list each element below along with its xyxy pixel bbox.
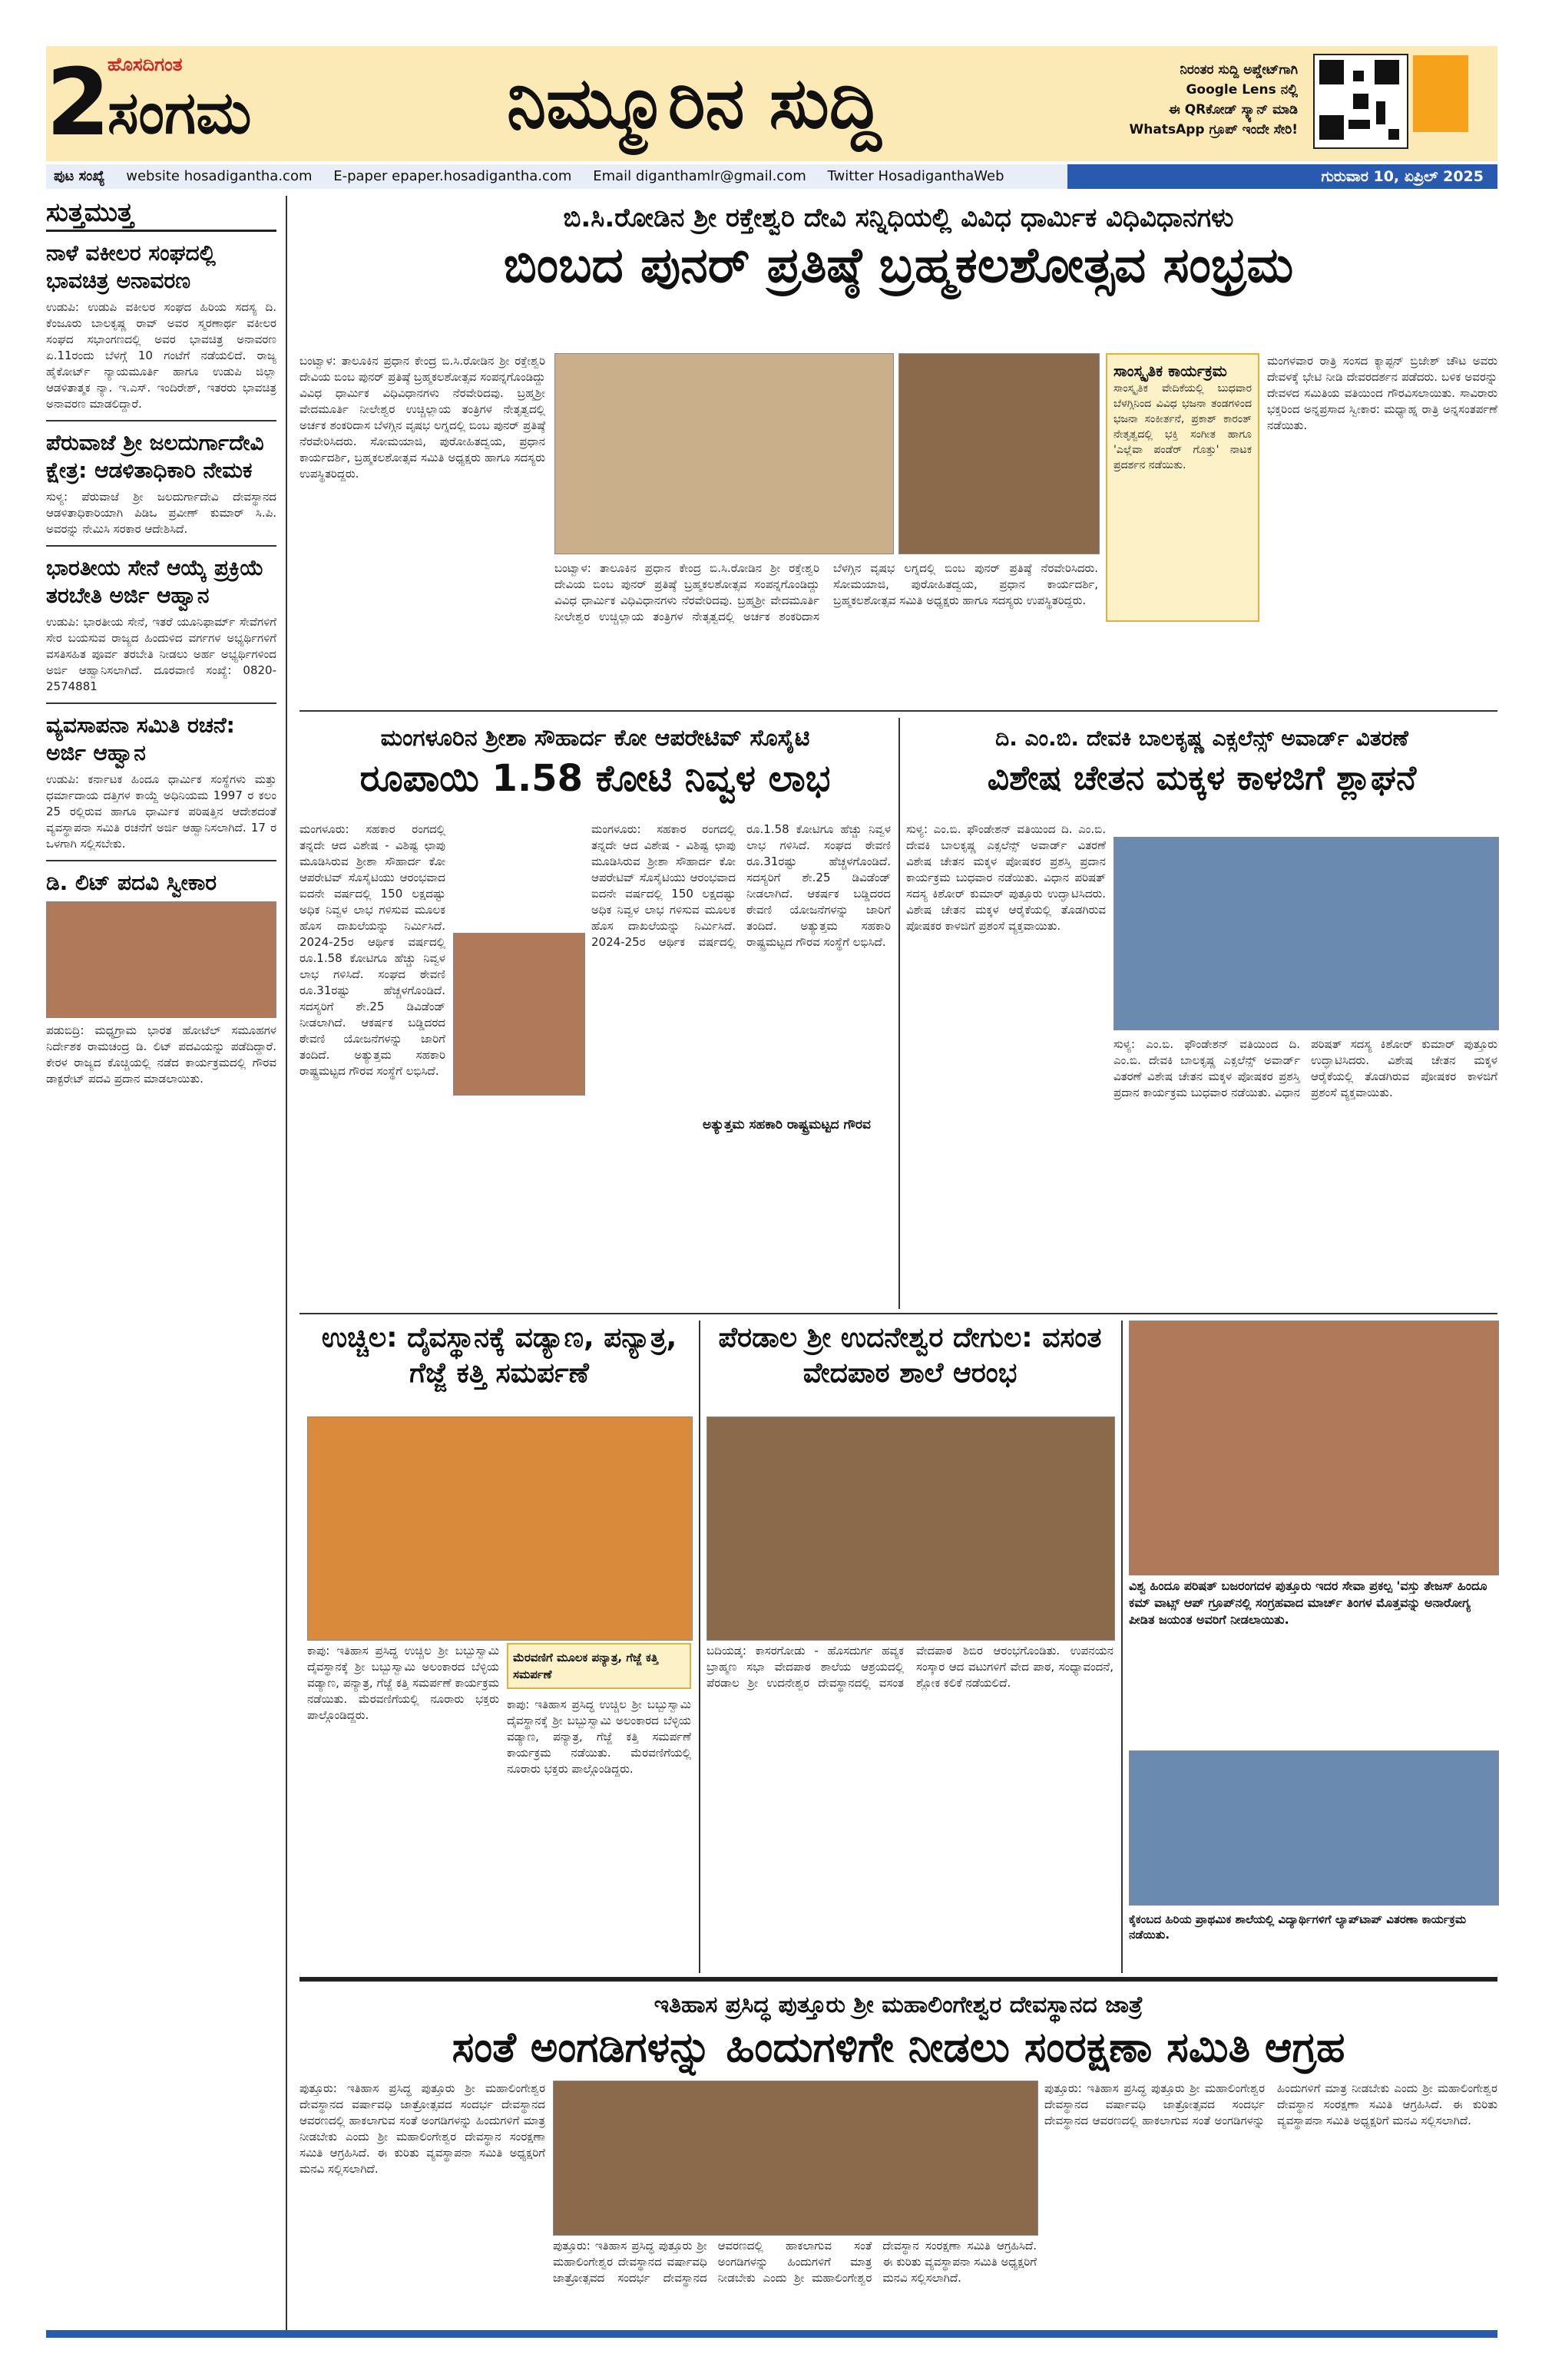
portrait-photo	[453, 933, 585, 1096]
story-5-body: ಬದಿಯಡ್ಕ: ಕಾಸರಗೋಡು - ಹೊಸದುರ್ಗ ಹವ್ಯಕ ಬ್ರಾಹ್ಮಣ ಸಭಾ ವೇದಪಾಠ ಶಾಲೆಯ ಆಶ್ರಯದಲ್ಲಿ ಪೆರಡಾಲ ಶ್ರೀ ಉದನೇಶ್ವರ ದೇವಸ್ಥಾನದಲ್ಲಿ ವಸಂತ ವೇದಪಾಠ ಶಿಬಿರ ಆರಂಭಗೊಂಡಿತು. ಉಪನಯನ ಸಂಸ್ಕಾರ ಆದ ವಟುಗಳಿಗೆ ವೇದ ಪಾಠ, ಸಂಧ್ಯಾವಂದನೆ, ಶ್ಲೋಕ ಕಲಿಕೆ ನಡೆಯಲಿದೆ.	[706, 1644, 1113, 1690]
qr-code-icon[interactable]	[1313, 54, 1408, 149]
footer-bar	[46, 2330, 1497, 2338]
story-2-body: ಮಂಗಳೂರು: ಸಹಕಾರ ರಂಗದಲ್ಲಿ ತನ್ನದೇ ಆದ ವಿಶೇಷ - ವಿಶಿಷ್ಟ ಛಾಪು ಮೂಡಿಸಿರುವ ಶ್ರೀಶಾ ಸೌಹಾರ್ದ ಕೋ ಆಪರೇಟಿವ್ ಸೊಸೈಟಿಯು ಆರಂಭವಾದ ಐದನೇ ವರ್ಷದಲ್ಲಿ 150 ಲಕ್ಷದಷ್ಟು ಅಧಿಕ ನಿವ್ವಳ ಲಾಭ ಗಳಿಸುವ ಮೂಲಕ ಹೊಸ ದಾಖಲೆಯನ್ನು ನಿರ್ಮಿಸಿದೆ. 2024-25ರ ಆರ್ಥಿಕ ವರ್ಷದಲ್ಲಿ ರೂ.1.58 ಕೋಟಿಗೂ ಹೆಚ್ಚು ನಿವ್ವಳ ಲಾಭ ಗಳಿಸಿದೆ. ಸಂಘದ ಠೇವಣಿ ರೂ.31ರಷ್ಟು ಹೆಚ್ಚಳಗೊಂಡಿದೆ. ಸದಸ್ಯರಿಗೆ ಶೇ.25 ಡಿವಿಡೆಂಡ್ ನೀಡಲಾಗಿದೆ. ಆಕರ್ಷಕ ಬಡ್ಡಿದರದ ಠೇವಣಿ ಯೋಜನೆಗಳನ್ನು ಜಾರಿಗೆ ತಂದಿದೆ. ಅತ್ಯುತ್ತಮ ಸಹಕಾರಿ ರಾಷ್ಟ್ರಮಟ್ಟದ ಗೌರವ ಸಂಸ್ಥೆಗೆ ಲಭಿಸಿದೆ.	[299, 822, 445, 1078]
left-item-body: ಉಡುಪಿ: ಕರ್ನಾಟಕ ಹಿಂದೂ ಧಾರ್ಮಿಕ ಸಂಸ್ಥೆಗಳು ಮತ್ತು ಧರ್ಮಾದಾಯ ದತ್ತಿಗಳ ಕಾಯ್ದೆ ಅಧಿನಿಯಮ 1997 ರ ಕಲಂ 25 ರಲ್ಲಿರುವ ಹಾಗೂ ಧಾರ್ಮಿಕ ಪರಿಷತ್ತಿನ ಆದೇಶದಂತೆ ವ್ಯವಸ್ಥಾಪನಾ ಸಮಿತಿ ರಚನೆಗೆ ಅರ್ಜಿ ಆಹ್ವಾನಿಸಲಾಗಿದೆ. 17 ರ ಒಳಗಾಗಿ ಸಲ್ಲಿಸಬೇಕು.	[46, 772, 276, 851]
left-item-body: ಉಡುಪಿ: ಉಡುಪಿ ವಕೀಲರ ಸಂಘದ ಹಿರಿಯ ಸದಸ್ಯ ದಿ. ಕೆಂಜೂರು ಬಾಲಕೃಷ್ಣ ರಾವ್ ಅವರ ಸ್ಮರಣಾರ್ಥ ವಕೀಲರ ಸಂಘದ ಸಭಾಂಗಣದಲ್ಲಿ ಅವರ ಭಾವಚಿತ್ರ ಅನಾವರಣ ಏ.11ರಂದು ಬೆಳಗ್ಗೆ 10 ಗಂಟೆಗೆ ನಡೆಯಲಿದೆ. ರಾಜ್ಯ ಹೈಕೋರ್ಟ್ ನ್ಯಾಯಮೂರ್ತಿ ಹಾಗೂ ಉಡುಪಿ ಜಿಲ್ಲಾ ಆಡಳಿತಾತ್ಮಕ ನ್ಯಾ. ಇ.ಎಸ್. ಇಂದಿರೇಶ್, ಇತರರು ಭಾವಚಿತ್ರ ಅನಾವರಣ ಮಾಡಲಿದ್ದಾರೆ.	[46, 300, 276, 411]
left-column	[46, 196, 276, 1087]
procession-photo	[307, 1416, 693, 1641]
epaper-link[interactable]: E-paper epaper.hosadigantha.com	[333, 168, 572, 184]
story-1-body-side: ಮಂಗಳವಾರ ರಾತ್ರಿ ಸಂಸದ ಕ್ಯಾಪ್ಟನ್ ಬ್ರಿಜೇಶ್ ಚೌಟ ಅವರು ದೇವಳಕ್ಕೆ ಭೇಟಿ ನೀಡಿ ದೇವರದರ್ಶನ ಪಡೆದರು. ಬಳಿಕ ಅವರನ್ನು ದೇವಳದ ಸಮಿತಿಯ ವತಿಯಿಂದ ಗೌರವಿಸಲಾಯಿತು. ಸಾವಿರಾರು ಭಕ್ತರಿಂದ ಅನ್ನಪ್ರಸಾದ ಸ್ವೀಕಾರ: ಮಧ್ಯಾಹ್ನ ರಾತ್ರಿ ಅನ್ನಸಂತರ್ಪಣೆ ನಡೆಯಿತು.	[1267, 354, 1497, 432]
section-divider	[299, 710, 1497, 712]
priest-photo	[898, 353, 1100, 554]
story-7-body: ಪುತ್ತೂರು: ಇತಿಹಾಸ ಪ್ರಸಿದ್ಧ ಪುತ್ತೂರು ಶ್ರೀ ಮಹಾಲಿಂಗೇಶ್ವರ ದೇವಸ್ಥಾನದ ವರ್ಷಾವಧಿ ಜಾತ್ರೋತ್ಸವದ ಸಂದರ್ಭ ದೇವಸ್ಥಾನದ ಆವರಣದಲ್ಲಿ ಹಾಕಲಾಗುವ ಸಂತೆ ಅಂಗಡಿಗಳನ್ನು ಹಿಂದುಗಳಿಗೆ ಮಾತ್ರ ನೀಡಬೇಕು ಎಂದು ಶ್ರೀ ಮಹಾಲಿಂಗೇಶ್ವರ ದೇವಸ್ಥಾನ ಸಂರಕ್ಷಣಾ ಸಮಿತಿ ಆಗ್ರಹಿಸಿದೆ. ಈ ಕುರಿತು ವ್ಯವಸ್ಥಾಪನಾ ಸಮಿತಿ ಅಧ್ಯಕ್ಷರಿಗೆ ಮನವಿ ಸಲ್ಲಿಸಲಾಗಿದೆ.	[299, 2081, 545, 2176]
story-3-headline: ವಿಶೇಷ ಚೇತನ ಮಕ್ಕಳ ಕಾಳಜಿಗೆ ಶ್ಲಾಘನೆ	[987, 759, 1417, 798]
promo-line: ಈ QRಕೋಡ್ ಸ್ಕ್ಯಾನ್ ಮಾಡಿ	[1169, 102, 1298, 117]
column-divider	[898, 718, 900, 1309]
website-link[interactable]: website hosadigantha.com	[126, 168, 313, 184]
story-1-body: ಬಂಟ್ವಾಳ: ತಾಲೂಕಿನ ಪ್ರಧಾನ ಕೇಂದ್ರ ಬಿ.ಸಿ.ರೋಡಿನ ಶ್ರೀ ರಕ್ತೇಶ್ವರಿ ದೇವಿಯ ಬಿಂಬ ಪುನರ್ ಪ್ರತಿಷ್ಠೆ ಬ್ರಹ್ಮಕಲಶೋತ್ಸವ ಸಂಪನ್ನಗೊಂಡಿದ್ದು ವಿವಿಧ ಧಾರ್ಮಿಕ ವಿಧಿವಿಧಾನಗಳು ನೆರವೇರಿದವು. ಬ್ರಹ್ಮಶ್ರೀ ವೇದಮೂರ್ತಿ ನೀಲೇಶ್ವರ ಉಚ್ಚಿಲ್ಲಾಯ ತಂತ್ರಿಗಳ ನೇತೃತ್ವದಲ್ಲಿ ಅರ್ಚಕ ಶಂಕರಿದಾಸ ಬೆಳಗ್ಗಿನ ವೃಷಭ ಲಗ್ನದಲ್ಲಿ ಬಿಂಬ ಪುನರ್ ಪ್ರತಿಷ್ಠೆ ನೆರವೇರಿಸಿದರು. ಸೋಮಯಾಜಿ, ಪುರೋಹಿತದ್ವಯ, ಪ್ರಧಾನ ಕಾರ್ಯದರ್ಶಿ, ಬ್ರಹ್ಮಕಲಶೋತ್ಸವ ಸಮಿತಿ ಅಧ್ಯಕ್ಷರು ಹಾಗೂ ಸದಸ್ಯರು ಉಪಸ್ಥಿತರಿದ್ದರು.	[299, 354, 545, 481]
story-7-body-continued: ಪುತ್ತೂರು: ಇತಿಹಾಸ ಪ್ರಸಿದ್ಧ ಪುತ್ತೂರು ಶ್ರೀ ಮಹಾಲಿಂಗೇಶ್ವರ ದೇವಸ್ಥಾನದ ವರ್ಷಾವಧಿ ಜಾತ್ರೋತ್ಸವದ ಸಂದರ್ಭ ದೇವಸ್ಥಾನದ ಆವರಣದಲ್ಲಿ ಹಾಕಲಾಗುವ ಸಂತೆ ಅಂಗಡಿಗಳನ್ನು ಹಿಂದುಗಳಿಗೆ ಮಾತ್ರ ನೀಡಬೇಕು ಎಂದು ಶ್ರೀ ಮಹಾಲಿಂಗೇಶ್ವರ ದೇವಸ್ಥಾನ ಸಂರಕ್ಷಣಾ ಸಮಿತಿ ಆಗ್ರಹಿಸಿದೆ. ಈ ಕುರಿತು ವ್ಯವಸ್ಥಾಪನಾ ಸಮಿತಿ ಅಧ್ಯಕ್ಷರಿಗೆ ಮನವಿ ಸಲ್ಲಿಸಲಾಗಿದೆ.	[553, 2239, 1037, 2285]
story-4-body: ಕಾಪು: ಇತಿಹಾಸ ಪ್ರಸಿದ್ಧ ಉಚ್ಚಿಲ ಶ್ರೀ ಬಬ್ಬುಸ್ವಾಮಿ ದೈವಸ್ಥಾನಕ್ಕೆ ಶ್ರೀ ಬಬ್ಬುಸ್ವಾಮಿ ಅಲಂಕಾರದ ಬೆಳ್ಳಿಯ ವಡ್ಯಾಣ, ಪನ್ಯಾತ್ರ, ಗೆಜ್ಜೆ ಕತ್ತಿ ಸಮರ್ಪಣೆ ಕಾರ್ಯಕ್ರಮ ನಡೆಯಿತು. ಮೆರವಣಿಗೆಯಲ್ಲಿ ನೂರಾರು ಭಕ್ತರು ಪಾಲ್ಗೊಂಡಿದ್ದರು.	[307, 1644, 499, 1722]
story-3-body-continued: ಸುಳ್ಯ: ಎಂ.ಬಿ. ಫೌಂಡೇಶನ್ ವತಿಯಿಂದ ದಿ. ಎಂ.ಬಿ. ದೇವಕಿ ಬಾಲಕೃಷ್ಣ ಎಕ್ಸಲೆನ್ಸ್ ಅವಾರ್ಡ್ ವಿತರಣೆ ವಿಶೇಷ ಚೇತನ ಮಕ್ಕಳ ಪೋಷಕರ ಪ್ರಶಸ್ತಿ ಪ್ರದಾನ ಕಾರ್ಯಕ್ರಮ ಬುಧವಾರ ನಡೆಯಿತು. ವಿಧಾನ ಪರಿಷತ್ ಸದಸ್ಯ ಕಿಶೋರ್ ಕುಮಾರ್ ಪುತ್ತೂರು ಉದ್ಘಾಟಿಸಿದರು. ವಿಶೇಷ ಚೇತನ ಮಕ್ಕಳ ಆರೈಕೆಯಲ್ಲಿ ತೊಡಗಿರುವ ಪೋಷಕರ ಕಾಳಜಿಗೆ ಪ್ರಶಂಸೆ ವ್ಯಕ್ತವಾಯಿತು.	[1113, 1037, 1497, 1099]
page-number: 2	[46, 50, 111, 157]
ritual-photo	[554, 353, 894, 554]
cultural-box-title: ಸಾಂಸ್ಕೃತಿಕ ಕಾರ್ಯಕ್ರಮ	[1113, 362, 1227, 380]
story-3-kicker: ದಿ. ಎಂ.ಬಿ. ದೇವಕಿ ಬಾಲಕೃಷ್ಣ ಎಕ್ಸಲೆನ್ಸ್ ಅವಾರ್ಡ್ ವಿತರಣೆ	[995, 726, 1408, 751]
story-7-kicker: ಇತಿಹಾಸ ಪ್ರಸಿದ್ಧ ಪುತ್ತೂರು ಶ್ರೀ ಮಹಾಲಿಂಗೇಶ್ವರ ದೇವಸ್ಥಾನದ ಜಾತ್ರೆ	[654, 1992, 1143, 2018]
section-divider	[299, 1313, 1497, 1314]
left-column-header: ಸುತ್ತಮುತ್ತ	[46, 196, 276, 232]
story-1-body-continued: ಬಂಟ್ವಾಳ: ತಾಲೂಕಿನ ಪ್ರಧಾನ ಕೇಂದ್ರ ಬಿ.ಸಿ.ರೋಡಿನ ಶ್ರೀ ರಕ್ತೇಶ್ವರಿ ದೇವಿಯ ಬಿಂಬ ಪುನರ್ ಪ್ರತಿಷ್ಠೆ ಬ್ರಹ್ಮಕಲಶೋತ್ಸವ ಸಂಪನ್ನಗೊಂಡಿದ್ದು ವಿವಿಧ ಧಾರ್ಮಿಕ ವಿಧಿವಿಧಾನಗಳು ನೆರವೇರಿದವು. ಬ್ರಹ್ಮಶ್ರೀ ವೇದಮೂರ್ತಿ ನೀಲೇಶ್ವರ ಉಚ್ಚಿಲ್ಲಾಯ ತಂತ್ರಿಗಳ ನೇತೃತ್ವದಲ್ಲಿ ಅರ್ಚಕ ಶಂಕರಿದಾಸ ಬೆಳಗ್ಗಿನ ವೃಷಭ ಲಗ್ನದಲ್ಲಿ ಬಿಂಬ ಪುನರ್ ಪ್ರತಿಷ್ಠೆ ನೆರವೇರಿಸಿದರು. ಸೋಮಯಾಜಿ, ಪುರೋಹಿತದ್ವಯ, ಪ್ರಧಾನ ಕಾರ್ಯದರ್ಶಿ, ಬ್ರಹ್ಮಕಲಶೋತ್ಸವ ಸಮಿತಿ ಅಧ್ಯಕ್ಷರು ಹಾಗೂ ಸದಸ್ಯರು ಉಪಸ್ಥಿತರಿದ್ದರು.	[554, 561, 1098, 623]
promo-line: Google Lens ನಲ್ಲಿ	[1186, 82, 1298, 98]
left-item-title: ನಾಳೆ ವಕೀಲರ ಸಂಘದಲ್ಲಿ ಭಾವಚಿತ್ರ ಅನಾವರಣ	[46, 240, 216, 293]
story-3-body: ಸುಳ್ಯ: ಎಂ.ಬಿ. ಫೌಂಡೇಶನ್ ವತಿಯಿಂದ ದಿ. ಎಂ.ಬಿ. ದೇವಕಿ ಬಾಲಕೃಷ್ಣ ಎಕ್ಸಲೆನ್ಸ್ ಅವಾರ್ಡ್ ವಿತರಣೆ ವಿಶೇಷ ಚೇತನ ಮಕ್ಕಳ ಪೋಷಕರ ಪ್ರಶಸ್ತಿ ಪ್ರದಾನ ಕಾರ್ಯಕ್ರಮ ಬುಧವಾರ ನಡೆಯಿತು. ವಿಧಾನ ಪರಿಷತ್ ಸದಸ್ಯ ಕಿಶೋರ್ ಕುಮಾರ್ ಪುತ್ತೂರು ಉದ್ಘಾಟಿಸಿದರು. ವಿಶೇಷ ಚೇತನ ಮಕ್ಕಳ ಆರೈಕೆಯಲ್ಲಿ ತೊಡಗಿರುವ ಪೋಷಕರ ಕಾಳಜಿಗೆ ಪ್ರಶಂಸೆ ವ್ಯಕ್ತವಾಯಿತು.	[906, 822, 1106, 933]
award-photo	[46, 901, 276, 1018]
story-4-body-continued: ಕಾಪು: ಇತಿಹಾಸ ಪ್ರಸಿದ್ಧ ಉಚ್ಚಿಲ ಶ್ರೀ ಬಬ್ಬುಸ್ವಾಮಿ ದೈವಸ್ಥಾನಕ್ಕೆ ಶ್ರೀ ಬಬ್ಬುಸ್ವಾಮಿ ಅಲಂಕಾರದ ಬೆಳ್ಳಿಯ ವಡ್ಯಾಣ, ಪನ್ಯಾತ್ರ, ಗೆಜ್ಜೆ ಕತ್ತಿ ಸಮರ್ಪಣೆ ಕಾರ್ಯಕ್ರಮ ನಡೆಯಿತು. ಮೆರವಣಿಗೆಯಲ್ಲಿ ನೂರಾರು ಭಕ್ತರು ಪಾಲ್ಗೊಂಡಿದ್ದರು.	[507, 1697, 691, 1776]
left-item-body: ಸುಳ್ಯ: ಪೆರುವಾಜೆ ಶ್ರೀ ಜಲದುರ್ಗಾದೇವಿ ದೇವಸ್ಥಾನದ ಆಡಳಿತಾಧಿಕಾರಿಯಾಗಿ ಪಿಡಿಒ ಪ್ರವೀಣ್ ಕುಮಾರ್ ಸಿ.ಪಿ. ಅವರನ್ನು ನೇಮಿಸಿ ಸರಕಾರ ಆದೇಶಿಸಿದೆ.	[46, 490, 276, 536]
twitter-link[interactable]: Twitter HosadiganthaWeb	[827, 168, 1004, 184]
story-1-kicker: ಬಿ.ಸಿ.ರೋಡಿನ ಶ್ರೀ ರಕ್ತೇಶ್ವರಿ ದೇವಿ ಸನ್ನಿಧಿಯಲ್ಲಿ ವಿವಿಧ ಧಾರ್ಮಿಕ ವಿಧಿವಿಧಾನಗಳು	[563, 203, 1234, 233]
story-4-headline: ಉಚ್ಚಿಲ: ದೈವಸ್ಥಾನಕ್ಕೆ ವಡ್ಯಾಣ, ಪನ್ಯಾತ್ರ, ಗೆಜ್ಜೆ ಕತ್ತಿ ಸಮರ್ಪಣೆ	[321, 1322, 677, 1389]
laptop-event-photo	[1129, 1750, 1499, 1906]
brand-name-small: ಹೊಸದಿಗಂತ	[108, 54, 183, 75]
story-3	[906, 722, 1497, 802]
story-4-box: ಮೆರವಣಿಗೆ ಮೂಲಕ ಪನ್ಯಾತ್ರ, ಗೆಜ್ಜೆ ಕತ್ತಿ ಸಮರ್ಪಣೆ	[507, 1643, 691, 1689]
left-item-title: ಭಾರತೀಯ ಸೇನೆ ಆಯ್ಕೆ ಪ್ರಕ್ರಿಯೆ ತರಬೇತಿ ಅರ್ಜಿ ಆಹ್ವಾನ	[46, 555, 264, 608]
donation-caption: ವಿಶ್ವ ಹಿಂದೂ ಪರಿಷತ್ ಬಜರಂಗದಳ ಪುತ್ತೂರು ಇದರ ಸೇವಾ ಪ್ರಕಲ್ಪ 'ವಸ್ತು ತೇಜಸ್ ಹಿಂದೂ ಕಮ್ ವಾಟ್ಸ್ ಆಪ್ ಗ್ರೂಪ್‌ನಲ್ಲಿ ಸಂಗ್ರಹವಾದ ಮಾರ್ಚ್ ತಿಂಗಳ ಮೊತ್ತವನ್ನು ಅನಾರೋಗ್ಯ ಪೀಡಿತ ಜಯಂತ ಅವರಿಗೆ ನೀಡಲಾಯಿತು.	[1129, 1578, 1487, 1627]
email-link[interactable]: Email diganthamlr@gmail.com	[593, 168, 806, 184]
memorandum-photo	[553, 2081, 1038, 2236]
column-divider	[1121, 1321, 1123, 1973]
section-title: ನಿಮ್ಮೂರಿನ ಸುದ್ದಿ	[507, 62, 882, 144]
story-2-headline: ರೂಪಾಯಿ 1.58 ಕೋಟಿ ನಿವ್ವಳ ಲಾಭ	[359, 757, 831, 800]
story-1	[299, 201, 1497, 296]
pages-label: ಪುಟ ಸಂಖ್ಯೆ	[54, 168, 105, 184]
left-item-title: ಪೆರುವಾಜೆ ಶ್ರೀ ಜಲದುರ್ಗಾದೇವಿ ಕ್ಷೇತ್ರ: ಆಡಳಿತಾಧಿಕಾರಿ ನೇಮಕ	[46, 430, 264, 483]
cultural-box	[1106, 353, 1259, 622]
donation-photo	[1129, 1321, 1499, 1575]
cultural-box-body: ಸಾಂಸ್ಕೃತಿಕ ವೇದಿಕೆಯಲ್ಲಿ ಬುಧವಾರ ಬೆಳಗ್ಗಿನಿಂದ ವಿವಿಧ ಭಜನಾ ತಂಡಗಳಿಂದ ಭಜನಾ ಸಂಕೀರ್ತನೆ, ಪ್ರಕಾಶ್ ಕಾರಂತ್ ನೇತೃತ್ವದಲ್ಲಿ ಭಕ್ತಿ ಸಂಗೀತ ಹಾಗೂ 'ಎಲ್ಲೆವಾ ಪಂಡೆರ್ ಗೊತ್ತು' ನಾಟಕ ಪ್ರದರ್ಶನ ನಡೆಯಿತು.	[1113, 382, 1252, 471]
veda-school-photo	[706, 1416, 1115, 1641]
left-item-title: ಡಿ. ಲಿಟ್ ಪದವಿ ಸ್ವೀಕಾರ	[46, 870, 217, 895]
story-2-kicker: ಮಂಗಳೂರಿನ ಶ್ರೀಶಾ ಸೌಹಾರ್ದ ಕೋ ಆಪರೇಟಿವ್ ಸೊಸೈಟಿ	[380, 725, 810, 752]
promo-line: ನಿರಂತರ ಸುದ್ದಿ ಅಪ್ಡೇಟ್‌ಗಾಗಿ	[1180, 62, 1298, 78]
story-7	[299, 1988, 1497, 2073]
story-7-body-side: ಪುತ್ತೂರು: ಇತಿಹಾಸ ಪ್ರಸಿದ್ಧ ಪುತ್ತೂರು ಶ್ರೀ ಮಹಾಲಿಂಗೇಶ್ವರ ದೇವಸ್ಥಾನದ ವರ್ಷಾವಧಿ ಜಾತ್ರೋತ್ಸವದ ಸಂದರ್ಭ ದೇವಸ್ಥಾನದ ಆವರಣದಲ್ಲಿ ಹಾಕಲಾಗುವ ಸಂತೆ ಅಂಗಡಿಗಳನ್ನು ಹಿಂದುಗಳಿಗೆ ಮಾತ್ರ ನೀಡಬೇಕು ಎಂದು ಶ್ರೀ ಮಹಾಲಿಂಗೇಶ್ವರ ದೇವಸ್ಥಾನ ಸಂರಕ್ಷಣಾ ಸಮಿತಿ ಆಗ್ರಹಿಸಿದೆ. ಈ ಕುರಿತು ವ್ಯವಸ್ಥಾಪನಾ ಸಮಿತಿ ಅಧ್ಯಕ್ಷರಿಗೆ ಮನವಿ ಸಲ್ಲಿಸಲಾಗಿದೆ.	[1044, 2081, 1497, 2127]
whatsapp-promo	[1106, 60, 1298, 140]
award-ceremony-photo	[1113, 837, 1499, 1030]
issue-date: ಗುರುವಾರ 10, ಏಪ್ರಿಲ್ 2025	[1067, 164, 1497, 189]
decorative-block	[1413, 55, 1468, 132]
story-5-headline: ಪೆರಡಾಲ ಶ್ರೀ ಉದನೇಶ್ವರ ದೇಗುಲ: ವಸಂತ ವೇದಪಾಠ ಶಾಲೆ ಆರಂಭ	[718, 1322, 1102, 1389]
laptop-event-caption: ಕೈಕಂಬದ ಹಿರಿಯ ಪ್ರಾಥಮಿಕ ಶಾಲೆಯಲ್ಲಿ ವಿದ್ಯಾರ್ಥಿಗಳಿಗೆ ಲ್ಯಾಪ್‌ಟಾಪ್ ವಿತರಣಾ ಕಾರ್ಯಕ್ರಮ ನಡೆಯಿತು.	[1129, 1912, 1467, 1942]
section-divider	[299, 1977, 1497, 1982]
left-item-body: ಪಡುಬಿದ್ರಿ: ಮಧ್ಯಗ್ರಾಮ ಭಾರತ ಹೋಟೆಲ್ ಸಮೂಹಗಳ ನಿರ್ದೇಶಕ ರಾಮಚಂದ್ರ ಡಿ. ಲಿಟ್ ಪದವಿಯನ್ನು ಪಡೆದಿದ್ದಾರೆ. ಕೇರಳ ರಾಜ್ಯದ ಕೊಚ್ಚಿಯಲ್ಲಿ ನಡೆದ ಕಾರ್ಯಕ್ರಮದಲ್ಲಿ ಗೌರವ ಡಾಕ್ಟರೇಟ್ ಪದವಿ ಪ್ರದಾನ ಮಾಡಲಾಯಿತು.	[46, 1023, 276, 1086]
story-7-headline: ಸಂತೆ ಅಂಗಡಿಗಳನ್ನು ಹಿಂದುಗಳಿಗೇ ನೀಡಲು ಸಂರಕ್ಷಣಾ ಸಮಿತಿ ಆಗ್ರಹ	[452, 2023, 1345, 2071]
left-item-title: ವ್ಯವಸಾಪನಾ ಸಮಿತಿ ರಚನೆ: ಅರ್ಜಿ ಆಹ್ವಾನ	[46, 712, 235, 765]
promo-line: WhatsApp ಗ್ರೂಪ್ ಇಂದೇ ಸೇರಿ!	[1129, 122, 1298, 137]
left-item-body: ಉಡುಪಿ: ಭಾರತೀಯ ಸೇನೆ, ಇತರೆ ಯೂನಿಫಾರ್ಮ್ ಸೇವೆಗಳಿಗೆ ಸೇರ ಬಯಸುವ ರಾಜ್ಯದ ಹಿಂದುಳಿದ ವರ್ಗಗಳ ಅಭ್ಯರ್ಥಿಗಳಿಗೆ ವಸತಿಸಹಿತ ಪೂರ್ವ ತರಬೇತಿ ನೀಡಲು ಅರ್ಹ ಅಭ್ಯರ್ಥಿಗಳಿಂದ ಅರ್ಜಿ ಆಹ್ವಾನಿಸಲಾಗಿದೆ. ದೂರವಾಣಿ ಸಂಖ್ಯೆ: 0820-2574881	[46, 615, 276, 693]
story-2	[299, 722, 891, 802]
story-2-body-continued: ಮಂಗಳೂರು: ಸಹಕಾರ ರಂಗದಲ್ಲಿ ತನ್ನದೇ ಆದ ವಿಶೇಷ - ವಿಶಿಷ್ಟ ಛಾಪು ಮೂಡಿಸಿರುವ ಶ್ರೀಶಾ ಸೌಹಾರ್ದ ಕೋ ಆಪರೇಟಿವ್ ಸೊಸೈಟಿಯು ಆರಂಭವಾದ ಐದನೇ ವರ್ಷದಲ್ಲಿ 150 ಲಕ್ಷದಷ್ಟು ಅಧಿಕ ನಿವ್ವಳ ಲಾಭ ಗಳಿಸುವ ಮೂಲಕ ಹೊಸ ದಾಖಲೆಯನ್ನು ನಿರ್ಮಿಸಿದೆ. 2024-25ರ ಆರ್ಥಿಕ ವರ್ಷದಲ್ಲಿ ರೂ.1.58 ಕೋಟಿಗೂ ಹೆಚ್ಚು ನಿವ್ವಳ ಲಾಭ ಗಳಿಸಿದೆ. ಸಂಘದ ಠೇವಣಿ ರೂ.31ರಷ್ಟು ಹೆಚ್ಚಳಗೊಂಡಿದೆ. ಸದಸ್ಯರಿಗೆ ಶೇ.25 ಡಿವಿಡೆಂಡ್ ನೀಡಲಾಗಿದೆ. ಆಕರ್ಷಕ ಬಡ್ಡಿದರದ ಠೇವಣಿ ಯೋಜನೆಗಳನ್ನು ಜಾರಿಗೆ ತಂದಿದೆ. ಅತ್ಯುತ್ತಮ ಸಹಕಾರಿ ರಾಷ್ಟ್ರಮಟ್ಟದ ಗೌರವ ಸಂಸ್ಥೆಗೆ ಲಭಿಸಿದೆ.	[591, 822, 891, 949]
story-2-subhead: ಅತ್ಯುತ್ತಮ ಸಹಕಾರಿ ರಾಷ್ಟ್ರಮಟ್ಟದ ಗೌರವ	[703, 1117, 871, 1132]
column-divider	[699, 1321, 700, 1973]
story-1-headline: ಬಿಂಬದ ಪುನರ್ ಪ್ರತಿಷ್ಠೆ ಬ್ರಹ್ಮಕಲಶೋತ್ಸವ ಸಂಭ್ರಮ	[503, 237, 1294, 294]
brand-name-big: ಸಂಗಮ	[108, 78, 252, 147]
column-divider	[286, 196, 287, 2330]
